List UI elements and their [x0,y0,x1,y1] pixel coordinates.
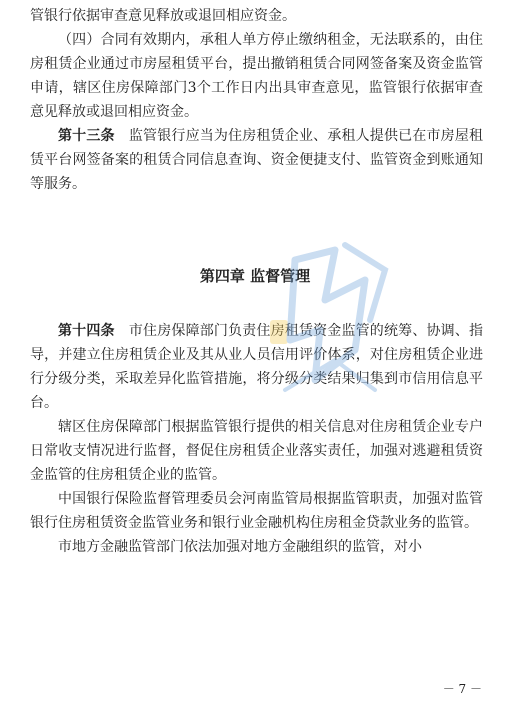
text-block-bottom [30,319,483,559]
paragraph-district-text: 辖区住房保障部门根据监管银行提供的相关信息对住房租赁企业专户日常收支情况进行监督，督促住房租赁企业落实责任，加强对逃避租赁资金监管的住房租赁企业的监管。 [30,419,483,483]
paragraph-local-finance-text: 市地方金融监管部门依法加强对地方金融组织的监管，对小 [58,539,422,555]
paragraph-local-finance [30,535,483,559]
chapter-title: 第四章 监督管理 [199,267,311,285]
paragraph-district [30,415,483,487]
paragraph-cbirc-text: 中国银行保险监督管理委员会河南监管局根据监管职责，加强对监管银行住房租赁资金监管业务和银行业金融机构住房租金贷款业务的监管。 [30,491,483,531]
article-14-heading: 第十四条 [58,323,115,339]
article-14-text: 市住房保障部门负责住房租赁资金监管的统筹、协调、指导，并建立住房租赁企业及其从业人员信用评价体系，对住房租赁企业进行分级分类，采取差异化监管措施，将分级分类结果归集到市信用信息平台。 [30,323,484,411]
paragraph-2-text: （四）合同有效期内，承租人单方停止缴纳租金，无法联系的，由住房租赁企业通过市房屋租赁平台，提出撤销租赁合同网签备案及资金监管申请，辖区住房保障部门3个工作日内出具审查意见，监管银行依据审查意见释放或退回相应资金。 [30,32,483,120]
article-13-paragraph [30,124,483,196]
paragraph-cbirc [30,487,483,535]
article-14-paragraph [30,319,483,415]
article-13-heading: 第十三条 [58,128,115,144]
paragraph-2 [30,28,483,124]
paragraph-1 [30,4,483,28]
article-13-text: 监管银行应当为住房租赁企业、承租人提供已在市房屋租赁平台网签备案的租赁合同信息查询、资金便捷支付、监管资金到账通知等服务。 [30,128,484,192]
paragraph-1-text: 管银行依据审查意见释放或退回相应资金。 [30,8,296,24]
page-number: － 7 － [442,682,482,696]
text-block-top [30,4,483,196]
